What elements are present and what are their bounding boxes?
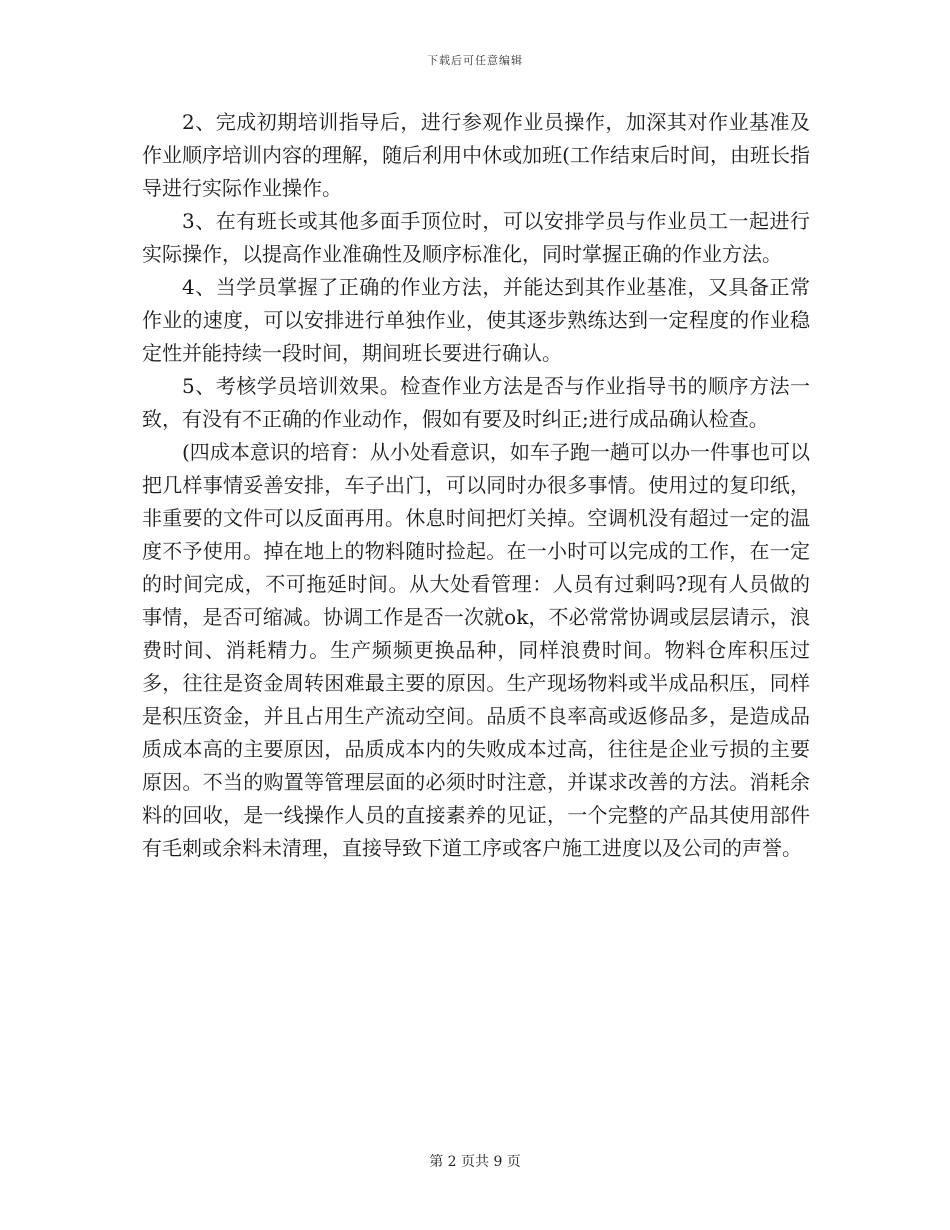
page-number: 第 2 页共 9 页 bbox=[429, 1154, 521, 1170]
paragraph-step-2: 2、完成初期培训指导后，进行参观作业员操作，加深其对作业基准及作业顺序培训内容的理解，随后利用中休或加班(工作结束后时间，由班长指导进行实际作业操作。 bbox=[142, 110, 810, 200]
page-header: 下载后可任意编辑 bbox=[427, 54, 523, 67]
paragraph-step-4: 4、当学员掌握了正确的作业方法，并能达到其作业基准，又具备正常作业的速度，可以安排进行单独作业，使其逐步熟练达到一定程度的作业稳定性并能持续一段时间，期间班长要进行确认。 bbox=[142, 275, 810, 365]
paragraph-step-3: 3、在有班长或其他多面手顶位时，可以安排学员与作业员工一起进行实际操作，以提高作业准确性及顺序标准化，同时掌握正确的作业方法。 bbox=[142, 209, 810, 266]
paragraph-step-5: 5、考核学员培训效果。检查作业方法是否与作业指导书的顺序方法一致，有没有不正确的作业动作，假如有要及时纠正;进行成品确认检查。 bbox=[142, 374, 810, 431]
document-body bbox=[142, 106, 810, 865]
paragraph-cost-awareness: (四成本意识的培育：从小处看意识，如车子跑一趟可以办一件事也可以把几样事情妥善安排，车子出门，可以同时办很多事情。使用过的复印纸，非重要的文件可以反面再用。休息时间把灯关掉。空调机没有超过一定的温度不予使用。掉在地上的物料随时捡起。在一小时可以完成的工作，在一定的时间完成，不可拖延时间。从大处看管理：人员有过剩吗?现有人员做的事情，是否可缩减。协调工作是否一次就ok，不必常常协调或层层请示，浪费时间、消耗精力。生产频频更换品种，同样浪费时间。物料仓库积压过多，往往是资金周转困难最主要的原因。生产现场物料或半成品积压，同样是积压资金，并且占用生产流动空间。品质不良率高或返修品多，是造成品质成本高的主要原因，品质成本内的失败成本过高，往往是企业亏损的主要原因。不当的购置等管理层面的必须时时注意，并谋求改善的方法。消耗余料的回收，是一线操作人员的直接素养的见证，一个完整的产品其使用部件有毛刺或余料未清理，直接导致下道工序或客户施工进度以及公司的声誉。 bbox=[142, 440, 810, 860]
